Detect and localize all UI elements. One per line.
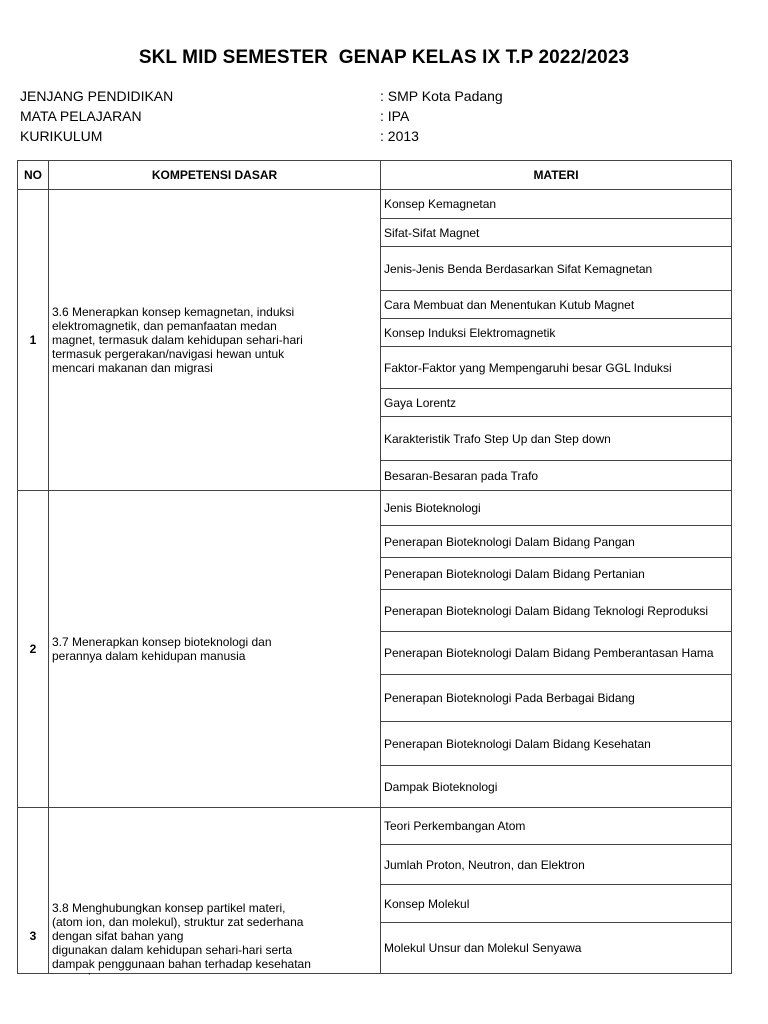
materi-cell: Faktor-Faktor yang Mempengaruhi besar GGL Induksi [381,347,732,389]
header-materi: MATERI [381,161,732,190]
materi-cell: Penerapan Bioteknologi Dalam Bidang Pertanian [381,558,732,590]
header-no: NO [18,161,49,190]
info-label: JENJANG PENDIDIKAN [20,88,174,104]
materi-cell: Jenis Bioteknologi [381,491,732,526]
materi-cell: Besaran-Besaran pada Trafo [381,461,732,491]
document-info [20,86,720,146]
materi-cell: Penerapan Bioteknologi Pada Berbagai Bidang [381,675,732,722]
row-number: 3 [18,808,49,974]
materi-cell: Jumlah Proton, Neutron, dan Elektron [381,845,732,885]
materi-cell: Konsep Induksi Elektromagnetik [381,319,732,347]
materi-cell: Penerapan Bioteknologi Dalam Bidang Kesehatan [381,722,732,766]
table-row [18,190,732,219]
materi-cell: Teori Perkembangan Atom [381,808,732,845]
info-value: : SMP Kota Padang [380,88,503,104]
kompetensi-dasar-text: 3.8 Menghubungkan konsep partikel materi, (atom ion, dan molekul), struktur zat sederhana dengan sifat bahan yang digunakan dalam kehidupan sehari-hari serta dampak penggunaan bahan terhadap kesehatan [52,901,311,971]
info-label: KURIKULUM [20,128,103,144]
info-row-jenjang [20,86,720,106]
row-number: 2 [18,491,49,808]
materi-cell: Jenis-Jenis Benda Berdasarkan Sifat Kemagnetan [381,247,732,291]
kompetensi-dasar-text: 3.6 Menerapkan konsep kemagnetan, induksi elektromagnetik, dan pemanfaatan medan magnet, termasuk dalam kehidupan sehari-hari termasuk pergerakan/navigasi hewan untuk mencari makanan dan migrasi [52,305,303,375]
kompetensi-dasar-cell [49,808,381,974]
materi-cell: Gaya Lorentz [381,389,732,417]
skl-table [17,160,732,974]
table-row [18,808,732,845]
info-value: : IPA [380,108,410,124]
info-value: : 2013 [380,128,419,144]
kompetensi-dasar-cell [49,190,381,491]
info-row-kurikulum [20,126,720,146]
materi-cell: Penerapan Bioteknologi Dalam Bidang Teknologi Reproduksi [381,590,732,632]
info-label: MATA PELAJARAN [20,108,142,124]
materi-cell: Penerapan Bioteknologi Dalam Bidang Pemberantasan Hama [381,632,732,675]
materi-cell: Cara Membuat dan Menentukan Kutub Magnet [381,291,732,319]
header-kompetensi-dasar: KOMPETENSI DASAR [49,161,381,190]
table-header-row [18,161,732,190]
materi-cell: Karakteristik Trafo Step Up dan Step down [381,417,732,461]
kompetensi-dasar-cell [49,491,381,808]
materi-cell: Dampak Bioteknologi [381,766,732,808]
materi-cell: Konsep Molekul [381,885,732,923]
row-number: 1 [18,190,49,491]
kompetensi-dasar-text: 3.7 Menerapkan konsep bioteknologi dan perannya dalam kehidupan manusia [52,635,272,663]
page-bottom-margin [0,975,768,1024]
materi-cell: Molekul Unsur dan Molekul Senyawa [381,923,732,974]
info-row-mapel [20,106,720,126]
materi-cell: Sifat-Sifat Magnet [381,219,732,247]
materi-cell: Penerapan Bioteknologi Dalam Bidang Pangan [381,526,732,558]
table-row [18,491,732,526]
materi-cell: Konsep Kemagnetan [381,190,732,219]
page-title: SKL MID SEMESTER GENAP KELAS IX T.P 2022/2023 [138,47,630,68]
